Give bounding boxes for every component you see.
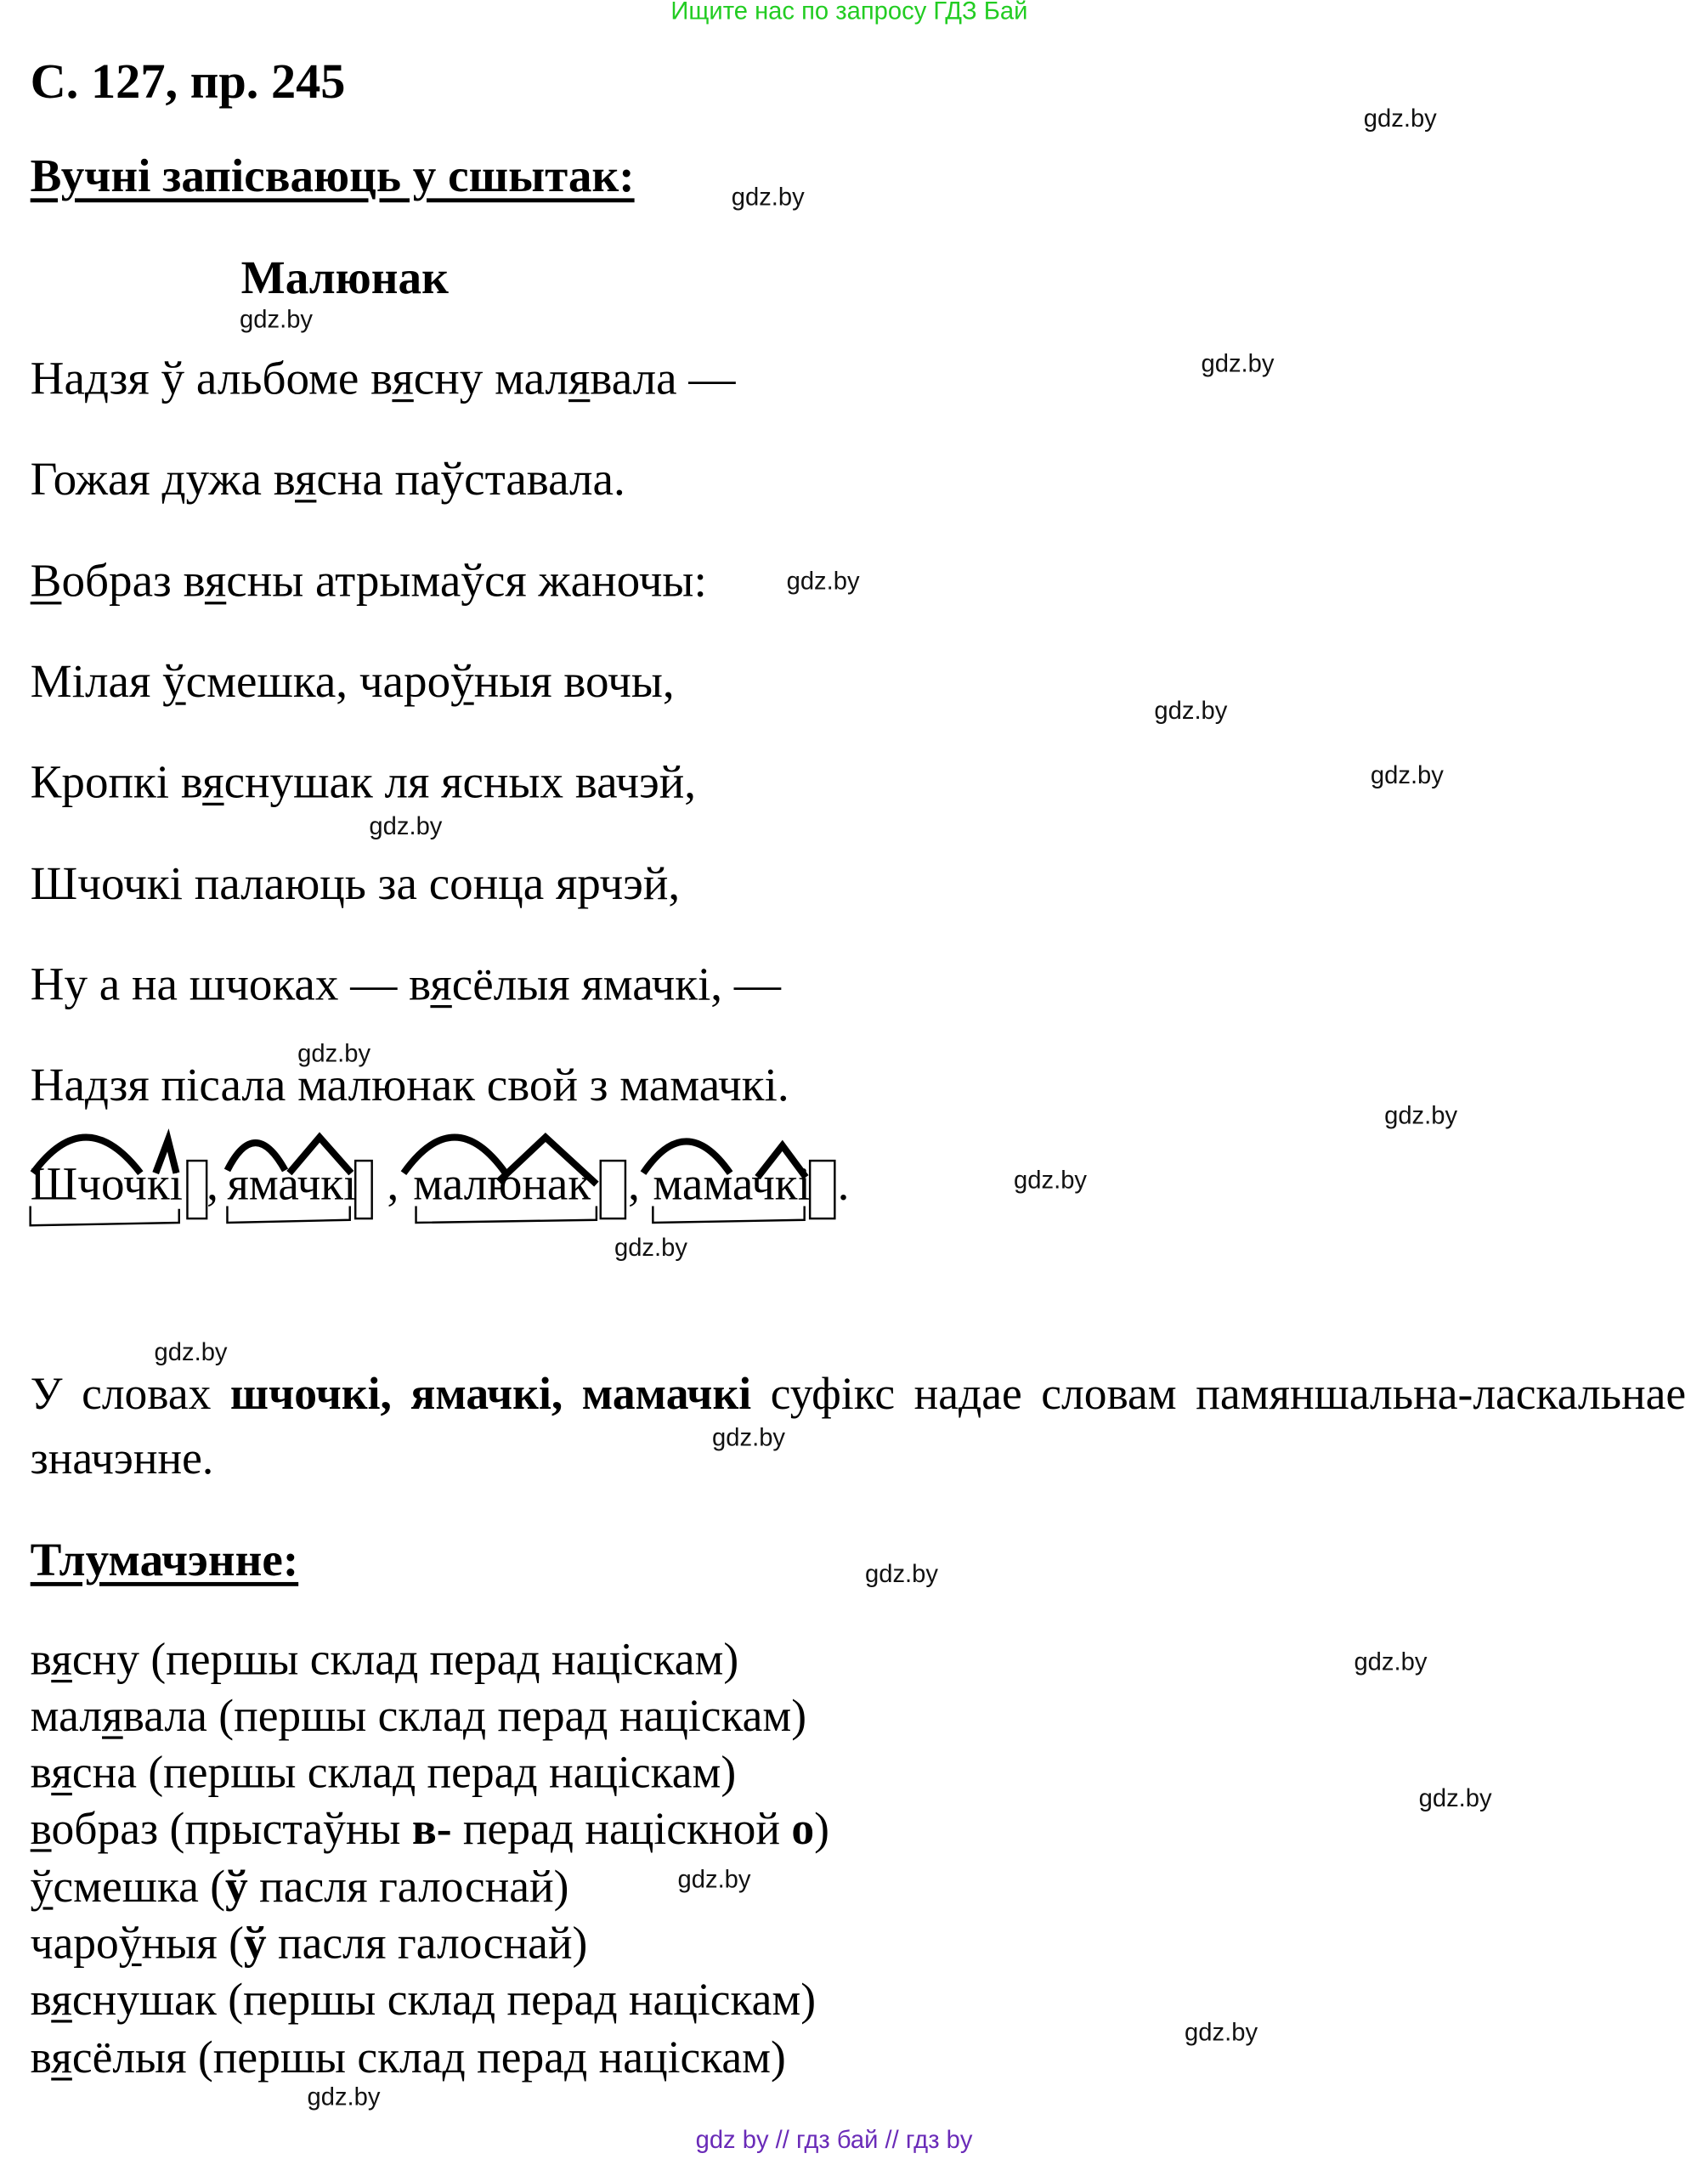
text-segment: чаро (30, 1919, 119, 1970)
suffix-caret (156, 1140, 176, 1173)
bold-text: в- (411, 1805, 452, 1855)
root-arc (643, 1141, 730, 1173)
bold-text: о (791, 1805, 815, 1855)
text-segment: вала — (590, 353, 736, 405)
ending-box (187, 1161, 206, 1218)
explanation-item (31, 1863, 569, 1914)
stem-bracket (653, 1207, 804, 1223)
paragraph-text: У словах (30, 1370, 230, 1420)
watermark: gdz.by (307, 2083, 381, 2111)
separator: . (837, 1159, 850, 1211)
underlined-letter: В (30, 556, 62, 608)
root-arc (33, 1138, 140, 1173)
explanation-paragraph (31, 1363, 1686, 1492)
explanation-item (31, 1919, 588, 1970)
morph-word: мамачкі (653, 1159, 811, 1211)
stem-bracket (31, 1207, 179, 1226)
text-segment: ныя вочы, (473, 656, 675, 708)
text-segment: смешка ( (53, 1862, 226, 1913)
explanation-item (31, 1636, 739, 1687)
underlined-letter: я (102, 1692, 123, 1742)
stem-bracket (416, 1207, 597, 1223)
watermark: gdz.by (1201, 349, 1275, 378)
suffix-caret (499, 1138, 597, 1184)
bold-text: ў (243, 1919, 267, 1970)
text-segment: Мілая (30, 656, 163, 708)
watermark: gdz.by (1014, 1166, 1088, 1194)
stem-bracket (227, 1207, 349, 1223)
text-segment: вала (першы склад перад націскам) (122, 1692, 807, 1742)
text-segment: сёлыя (першы склад перад націскам) (71, 2033, 786, 2083)
watermark: gdz.by (731, 183, 805, 211)
text-segment: пасля галоснай) (266, 1919, 588, 1970)
watermark: gdz.by (614, 1233, 687, 1262)
underlined-letter: в (30, 1805, 52, 1855)
morph-word: Шчочкі (30, 1159, 183, 1211)
suffix-caret (758, 1145, 806, 1177)
text-segment: в (30, 1749, 52, 1799)
watermark: gdz.by (1185, 2018, 1258, 2047)
watermark: gdz.by (677, 1865, 751, 1894)
text-segment: Шчочкі палаюць за сонца ярчэй, (30, 859, 681, 911)
text-segment: образ в (61, 556, 205, 608)
underlined-letter: я (202, 757, 224, 809)
watermark: gdz.by (1370, 761, 1444, 789)
text-segment: перад націскной (451, 1805, 792, 1855)
separator: , (387, 1159, 399, 1211)
text-segment: ныя ( (141, 1919, 244, 1970)
underlined-letter: ў (162, 656, 186, 708)
explanation-item (31, 2033, 786, 2084)
section-heading-explanation: Тлумачэнне: (30, 1534, 299, 1586)
watermark: gdz.by (240, 305, 314, 334)
root-arc (404, 1138, 506, 1173)
text-segment: в (30, 1975, 52, 2026)
text-segment: образ (прыстаўны (51, 1805, 412, 1855)
text-segment: ) (814, 1805, 829, 1855)
footer-links[interactable]: gdz by // гдз бай // гдз by (695, 2126, 973, 2154)
text-segment: Надзя пісала малюнак свой з мамачкі. (30, 1060, 789, 1111)
underlined-letter: я (204, 556, 227, 608)
watermark: gdz.by (1154, 696, 1228, 725)
watermark: gdz.by (1363, 105, 1437, 133)
explanation-item (31, 1693, 806, 1744)
underlined-letter: я (51, 1636, 72, 1686)
paragraph-bold-words: шчочкі, ямачкі, мамачкі (229, 1370, 752, 1420)
underlined-letter: ў (450, 656, 474, 708)
text-segment: мал (30, 1692, 103, 1742)
text-segment: сны атрымаўся жаночы: (226, 556, 707, 608)
watermark: gdz.by (369, 812, 443, 840)
paragraph-text: суфікс надае словам памяншальна-ласкальнае значэнне. (30, 1370, 1687, 1484)
watermark: gdz.by (1418, 1784, 1492, 1812)
underlined-letter: ў (118, 1919, 142, 1970)
watermark: gdz.by (864, 1560, 938, 1588)
text-segment: сна паўставала. (316, 454, 625, 506)
watermark: gdz.by (297, 1039, 371, 1067)
explanation-item (31, 1749, 737, 1800)
text-segment: в (30, 1636, 52, 1686)
text-segment: сна (першы склад перад націскам) (71, 1749, 737, 1799)
search-banner[interactable]: Ищите нас по запросу ГДЗ Бай (670, 0, 1028, 25)
underlined-letter: я (51, 1749, 72, 1799)
text-segment: в (30, 2033, 52, 2083)
watermark: gdz.by (712, 1423, 786, 1452)
underlined-letter: я (392, 353, 414, 405)
text-segment: Ну а на шчоках — в (30, 959, 431, 1011)
underlined-letter: я (430, 959, 452, 1011)
explanation-item (31, 1805, 829, 1856)
underlined-letter: я (51, 2033, 72, 2083)
text-segment: смешка, чаро (185, 656, 451, 708)
underlined-letter: ў (30, 1862, 54, 1913)
separator: , (628, 1159, 640, 1211)
text-segment: сну (першы склад перад націскам) (71, 1636, 739, 1686)
page-title: С. 127, пр. 245 (30, 54, 346, 110)
section-heading-notebook: Вучні запісваюць у сшытак: (30, 151, 635, 203)
separator: , (206, 1159, 218, 1211)
explanation-item (31, 1975, 816, 2026)
ending-box (601, 1161, 625, 1218)
text-segment: снушак (першы склад перад націскам) (71, 1975, 817, 2026)
text-segment: пасля галоснай) (247, 1862, 569, 1913)
ending-box (355, 1161, 371, 1218)
text-segment: снушак ля ясных вачэй, (223, 757, 697, 809)
text-segment: сёлыя ямачкі, — (451, 959, 781, 1011)
bold-text: ў (225, 1862, 248, 1913)
underlined-letter: я (51, 1975, 72, 2026)
morph-word: ямачкі (227, 1159, 357, 1211)
text-segment: Гожая дужа в (30, 454, 296, 506)
underlined-letter: я (295, 454, 317, 506)
morph-word: малюнак (413, 1159, 591, 1211)
suffix-caret (289, 1138, 351, 1173)
watermark: gdz.by (1354, 1648, 1428, 1676)
watermark: gdz.by (154, 1338, 228, 1366)
poem-title: Малюнак (240, 253, 449, 305)
underlined-letter: я (568, 353, 591, 405)
watermark: gdz.by (786, 567, 860, 596)
text-segment: Надзя ў альбоме в (30, 353, 393, 405)
root-arc (227, 1143, 285, 1170)
ending-box (810, 1161, 834, 1218)
text-segment: сну мал (413, 353, 569, 405)
watermark: gdz.by (1384, 1101, 1458, 1129)
text-segment: Кропкі в (30, 757, 203, 809)
